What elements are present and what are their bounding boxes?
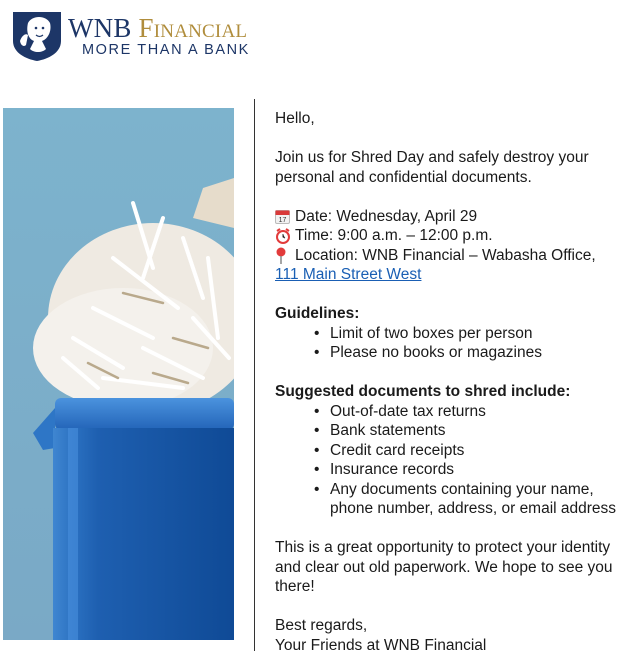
list-item: • Credit card receipts xyxy=(330,441,635,461)
list-item: • Limit of two boxes per person xyxy=(330,324,635,344)
list-item: • Any documents containing your name, phone number, address, or email address xyxy=(330,480,630,519)
guidelines-list xyxy=(275,324,635,363)
brand-tagline: MORE THAN A BANK xyxy=(82,42,250,58)
alarm-clock-icon xyxy=(275,228,292,244)
vertical-divider xyxy=(254,99,255,651)
event-location: Location: WNB Financial – Wabasha Office, xyxy=(275,246,635,266)
calendar-icon xyxy=(275,209,292,224)
intro-paragraph: Join us for Shred Day and safely destroy your personal and confidential documents. xyxy=(275,148,635,187)
list-item: • Bank statements xyxy=(330,421,635,441)
shredded-paper-bin-image xyxy=(3,108,234,640)
signature: Your Friends at WNB Financial xyxy=(275,636,635,655)
event-time: Time: 9:00 a.m. – 12:00 p.m. xyxy=(275,226,635,246)
lion-shield-icon xyxy=(12,11,62,62)
greeting: Hello, xyxy=(275,109,635,129)
list-item: • Out-of-date tax returns xyxy=(330,402,635,422)
wnb-logo xyxy=(12,10,250,62)
signoff: Best regards, xyxy=(275,616,635,636)
pin-icon xyxy=(275,247,292,264)
list-item: • Insurance records xyxy=(330,460,635,480)
email-body xyxy=(275,109,635,655)
address-link[interactable]: 111 Main Street West xyxy=(275,266,421,283)
svg-text:17: 17 xyxy=(279,217,287,224)
event-date: 17 Date: Wednesday, April 29 xyxy=(275,207,635,227)
closing-paragraph: This is a great opportunity to protect your identity and clear out old paperwork. We hope to see you there! xyxy=(275,538,635,597)
suggested-list xyxy=(275,402,635,519)
brand-name: WNB Financial xyxy=(68,14,250,42)
guidelines-heading: Guidelines: xyxy=(275,304,635,324)
suggested-heading: Suggested documents to shred include: xyxy=(275,382,635,402)
list-item: • Please no books or magazines xyxy=(330,343,635,363)
